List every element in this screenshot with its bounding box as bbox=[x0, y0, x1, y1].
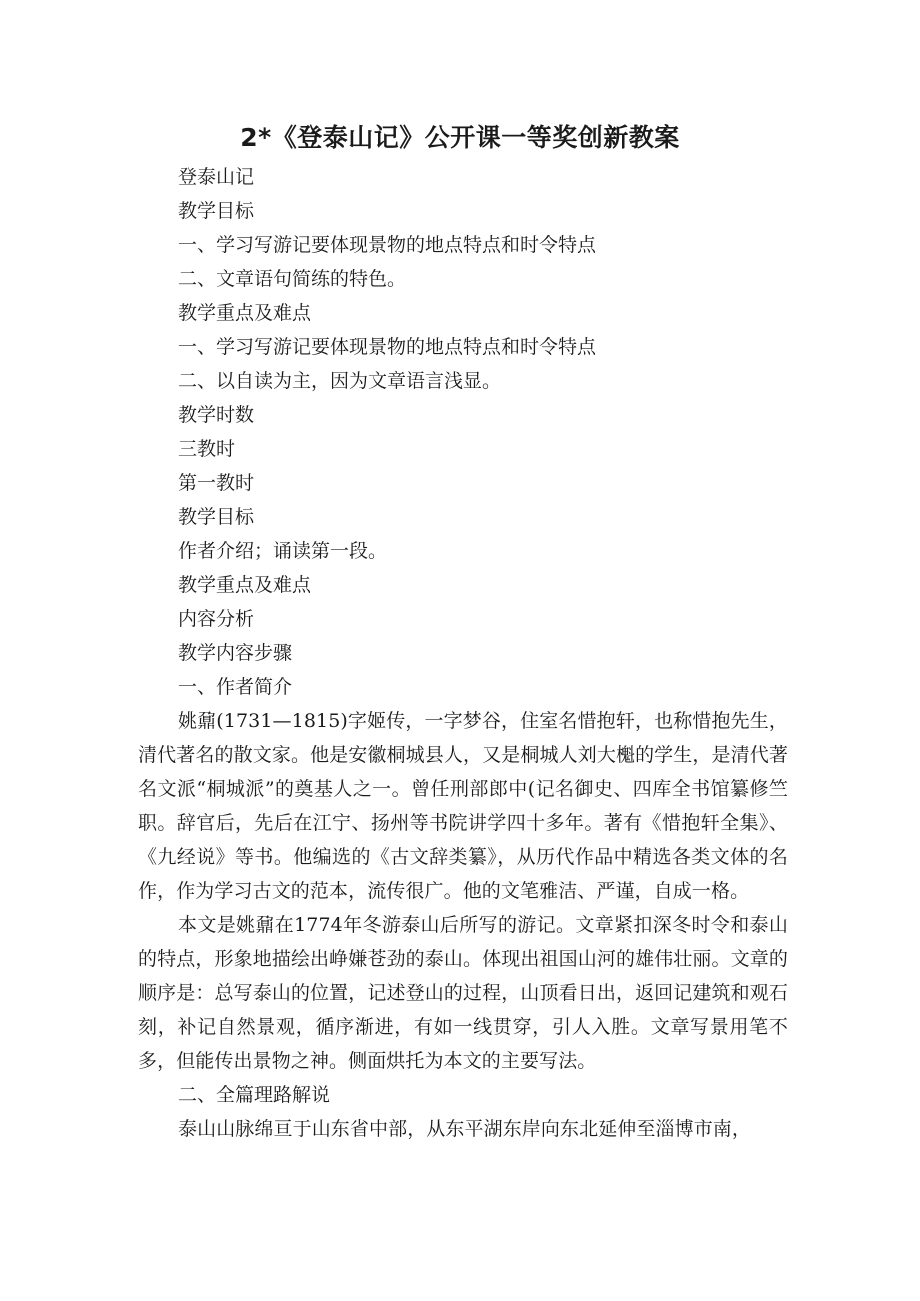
document-body bbox=[138, 160, 788, 1146]
line-key-point-2: 二、以自读为主，因为文章语言浅显。 bbox=[178, 370, 502, 392]
line-three-sessions: 三教时 bbox=[178, 438, 236, 460]
line-teaching-goals: 教学目标 bbox=[178, 200, 255, 222]
line-content-analysis: 内容分析 bbox=[178, 608, 255, 630]
paragraph-text-summary: 本文是姚鼐在1774年冬游泰山后所写的游记。文章紧扣深冬时令和泰山的特点，形象地描绘出峥嫌苍劲的泰山。体现出祖国山河的雄伟壮丽。文章的顺序是：总写泰山的位置，记述登山的过程，山顶看日出，返回记建筑和观石刻，补记自然景观，循序渐进，有如一线贯穿，引人入胜。文章写景用笔不多，但能传出景物之神。侧面烘托为本文的主要写法。 bbox=[138, 914, 788, 1072]
line-session-goal-text: 作者介绍；诵读第一段。 bbox=[178, 540, 388, 562]
line-session-goals: 教学目标 bbox=[178, 506, 255, 528]
line-key-points: 教学重点及难点 bbox=[178, 302, 312, 324]
line-teaching-steps: 教学内容步骤 bbox=[178, 642, 293, 664]
document-title: 2*《登泰山记》公开课一等奖创新教案 bbox=[240, 123, 680, 152]
paragraph-mount-tai: 泰山山脉绵亘于山东省中部，从东平湖东岸向东北延伸至淄博市南， bbox=[178, 1118, 752, 1140]
line-goal-2: 二、文章语句简练的特色。 bbox=[178, 268, 407, 290]
paragraph-author: 姚鼐(1731—1815)字姬传，一字梦谷，住室名惜抱轩，也称惜抱先生，清代著名的散文家。他是安徽桐城县人，又是桐城人刘大櫆的学生，是清代著名文派“桐城派”的奠基人之一。曾任刑部郎中(记名御史、四库全书馆纂修竺职。辞官后，先后在江宁、扬州等书院讲学四十多年。著有《惜抱轩全集》、《九经说》等书。他编选的《古文辞类纂》，从历代作品中精选各类文体的名作，作为学习古文的范本，流传很广。他的文笔雅洁、严谨，自成一格。 bbox=[138, 710, 788, 902]
heading-author-intro: 一、作者简介 bbox=[178, 676, 293, 698]
line-first-session: 第一教时 bbox=[178, 472, 255, 494]
line-session-key-points: 教学重点及难点 bbox=[178, 574, 312, 596]
heading-full-text-analysis: 二、全篇理路解说 bbox=[178, 1084, 331, 1106]
line-goal-1: 一、学习写游记要体现景物的地点特点和时令特点 bbox=[178, 234, 597, 256]
line-article-title: 登泰山记 bbox=[178, 166, 255, 188]
line-key-point-1: 一、学习写游记要体现景物的地点特点和时令特点 bbox=[178, 336, 597, 358]
line-teaching-hours: 教学时数 bbox=[178, 404, 255, 426]
